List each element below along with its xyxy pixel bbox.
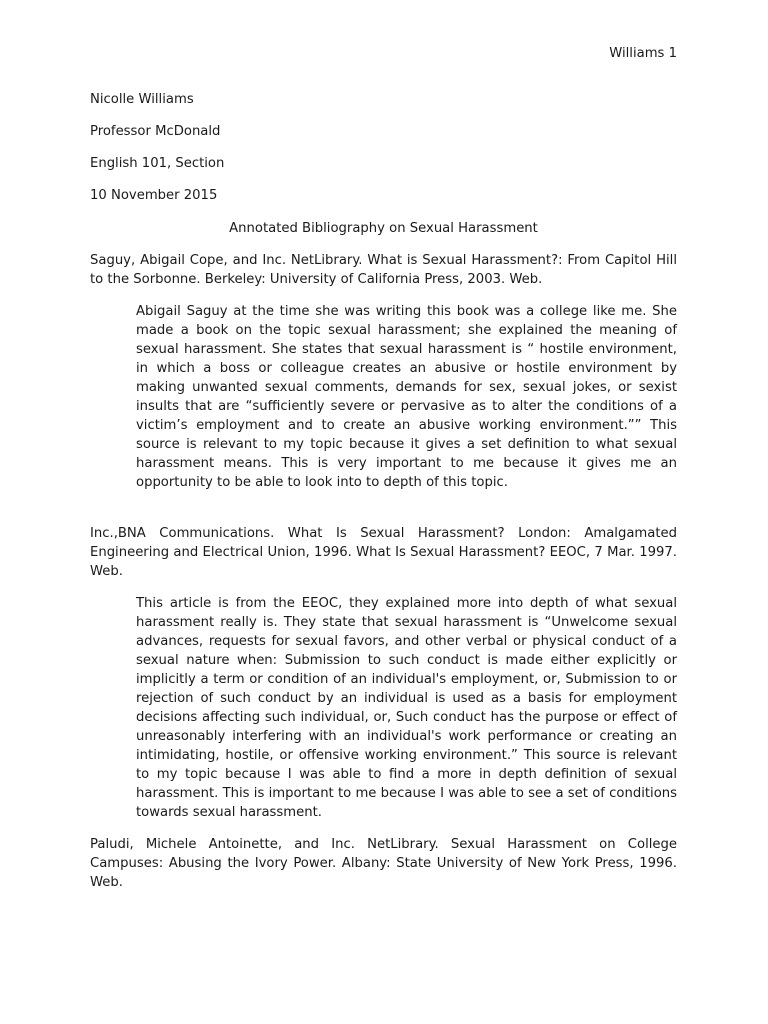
citation-1: Saguy, Abigail Cope, and Inc. NetLibrary. What is Sexual Harassment?: From Capitol Hill to the Sorbonne. Berkeley: University of California Press, 2003. Web. [90, 253, 677, 287]
annotation-2: This article is from the EEOC, they explained more into depth of what sexual harassment really is. They state that sexual harassment is “Unwelcome sexual advances, requests for sexual favors, and other verbal or physical conduct of a sexual nature when: Submission to such conduct is made either explicitly or implicitly a term or condition of an individual's employment, or, Submission to or rejection of such conduct by an individual is used as a basis for employment decisions affecting such individual, or, Such conduct has the purpose or effect of unreasonably interfering with an individual's work performance or creating an intimidating, hostile, or offensive working environment.” This source is relevant to my topic because I was able to find a more in depth definition of sexual harassment. This is important to me because I was able to see a set of conditions towards sexual harassment. [136, 596, 677, 820]
citation-3: Paludi, Michele Antoinette, and Inc. NetLibrary. Sexual Harassment on College Campuses: Abusing the Ivory Power. Albany: State University of New York Press, 1996. Web. [90, 837, 677, 890]
professor-name: Professor McDonald [90, 124, 221, 139]
student-name: Nicolle Williams [90, 92, 194, 107]
running-head: Williams 1 [609, 46, 677, 61]
annotation-1: Abigail Saguy at the time she was writing this book was a college like me. She made a book on the topic sexual harassment; she explained the meaning of sexual harassment. She states that sexual harassment is “ hostile environment, in which a boss or colleague creates an abusive or hostile environment by making unwanted sexual comments, demands for sex, sexual jokes, or sexist insults that are “sufficiently severe or pervasive as to alter the conditions of a victim’s employment and to create an abusive working environment.”” This source is relevant to my topic because it gives a set definition to what sexual harassment means. This is very important to me because it gives me an opportunity to be able to look into to depth of this topic. [136, 304, 677, 490]
document-date: 10 November 2015 [90, 188, 218, 203]
course-name: English 101, Section [90, 156, 225, 171]
document-title: Annotated Bibliography on Sexual Harassment [229, 221, 538, 236]
citation-2: Inc.,BNA Communications. What Is Sexual Harassment? London: Amalgamated Engineering and Electrical Union, 1996. What Is Sexual Harassment? EEOC, 7 Mar. 1997. Web. [90, 526, 677, 579]
